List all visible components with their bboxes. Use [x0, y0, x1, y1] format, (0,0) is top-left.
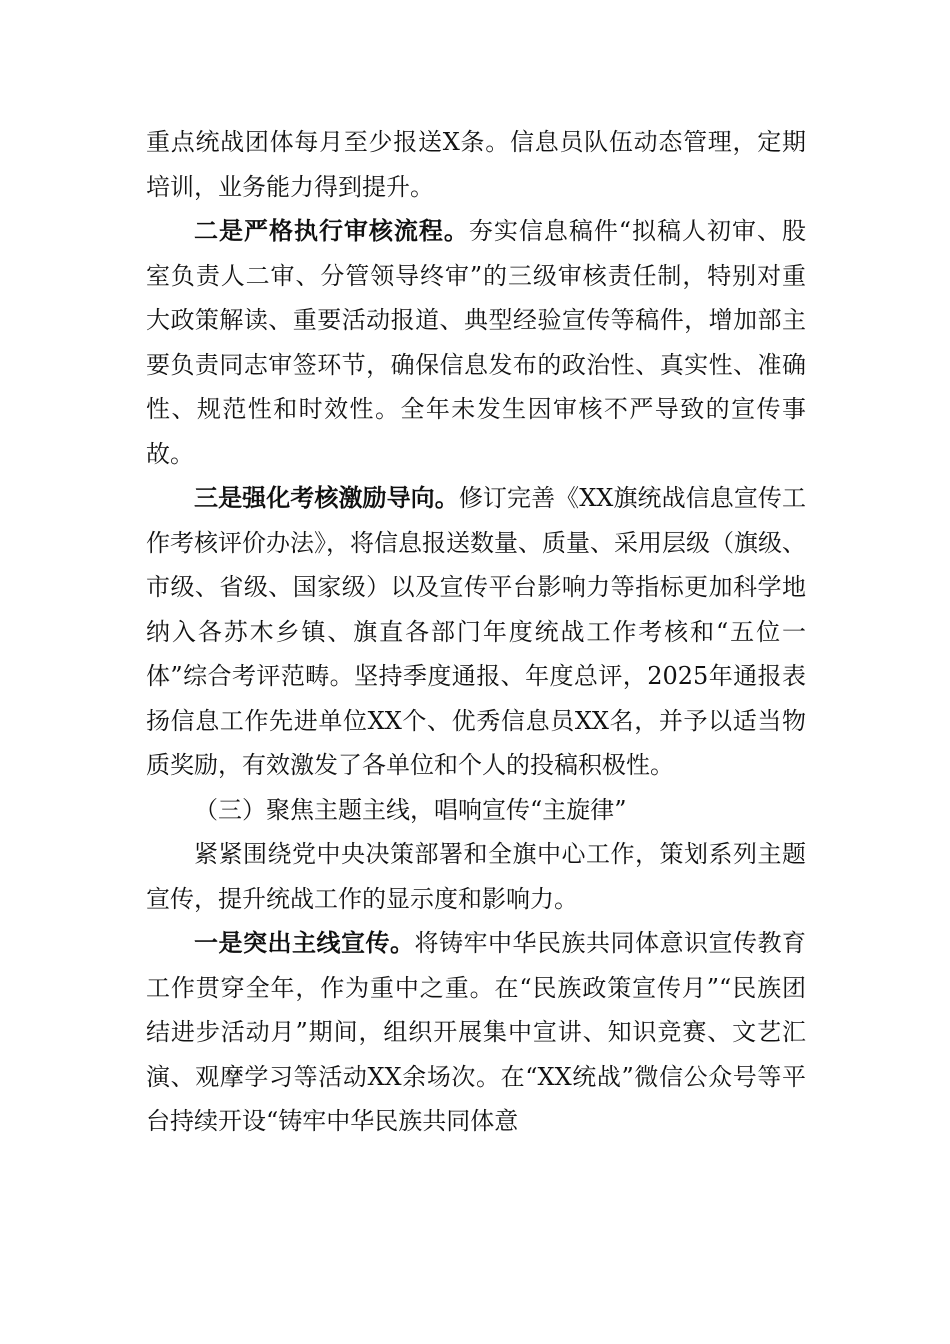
paragraph-lead: 一是突出主线宣传。	[194, 928, 415, 957]
paragraph-text: 夯实信息稿件“拟稿人初审、股室负责人二审、分管领导终审”的三级审核责任制，特别对重大政策解读、重要活动报道、典型经验宣传等稿件，增加部主要负责同志审签环节，确保信息发布的政治性、真实性、准确性、规范性和时效性。全年未发生因审核不严导致的宣传事故。	[146, 217, 806, 468]
paragraph-text: 重点统战团体每月至少报送X条。信息员队伍动态管理，定期培训，业务能力得到提升。	[146, 128, 806, 201]
document-page	[146, 120, 806, 1144]
paragraph-continued	[146, 120, 806, 209]
section-heading	[146, 788, 806, 833]
paragraph-text: 将铸牢中华民族共同体意识宣传教育工作贯穿全年，作为重中之重。在“民族政策宣传月”“民族团结进步活动月”期间，组织开展集中宣讲、知识竞赛、文艺汇演、观摩学习等活动XX余场次。在“XX统战”微信公众号等平台持续开设“铸牢中华民族共同体意	[146, 929, 806, 1135]
paragraph-mainline-publicity	[146, 921, 806, 1144]
section-heading-text: （三）聚焦主题主线，唱响宣传“主旋律”	[194, 795, 627, 824]
paragraph-lead: 二是严格执行审核流程。	[194, 216, 469, 245]
paragraph-assessment-incentive	[146, 476, 806, 788]
paragraph-lead: 三是强化考核激励导向。	[194, 483, 459, 512]
paragraph-section-intro	[146, 832, 806, 921]
paragraph-text: 修订完善《XX旗统战信息宣传工作考核评价办法》，将信息报送数量、质量、采用层级（旗级、市级、省级、国家级）以及宣传平台影响力等指标更加科学地纳入各苏木乡镇、旗直各部门年度统战工作考核和“五位一体”综合考评范畴。坚持季度通报、年度总评，2025年通报表扬信息工作先进单位XX个、优秀信息员XX名，并予以适当物质奖励，有效激发了各单位和个人的投稿积极性。	[146, 484, 807, 779]
paragraph-review-process	[146, 209, 806, 476]
paragraph-text: 紧紧围绕党中央决策部署和全旗中心工作，策划系列主题宣传，提升统战工作的显示度和影响力。	[146, 840, 806, 913]
